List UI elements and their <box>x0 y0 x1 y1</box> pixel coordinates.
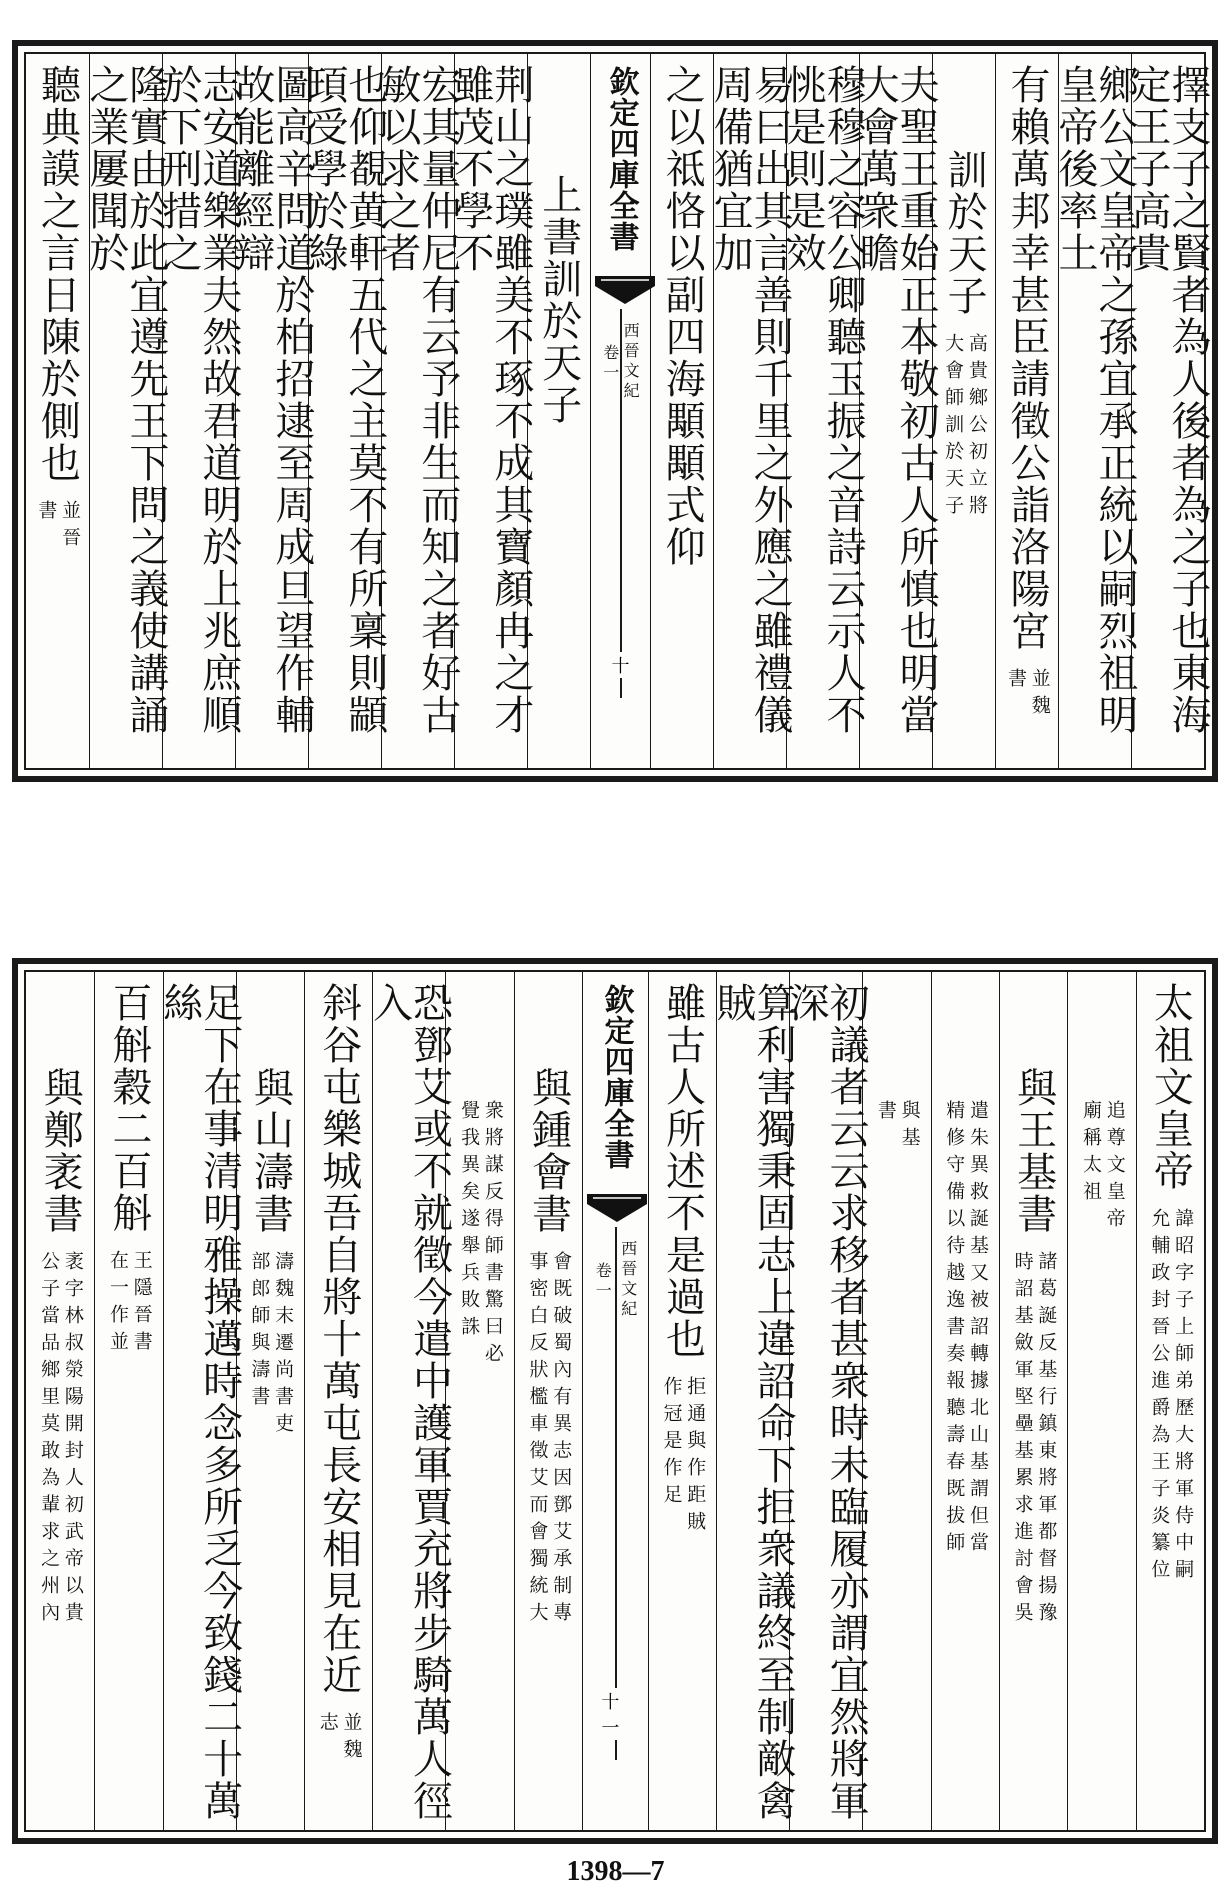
bottom_page-text-column-left-8 <box>26 972 94 1830</box>
top-page-columns <box>24 52 1211 770</box>
top_page-text-column-left-5 <box>228 54 315 768</box>
top_page-text-column-right-2 <box>1052 54 1138 768</box>
top_page-text-column-left-2 <box>447 54 534 768</box>
top-page <box>12 40 1218 782</box>
top_page-text-column-right-7 <box>707 54 794 768</box>
bottom_page-text-column-right-3 <box>999 972 1067 1830</box>
section-heading: 與鄭袤書 <box>37 1067 84 1235</box>
bottom_page-text-column-right-6 <box>783 972 870 1830</box>
fish-tail-mark-icon <box>587 1194 647 1222</box>
bottom_page-text-column-right-5 <box>862 972 930 1830</box>
annotation-note: 會既破蜀內有異志因鄧艾承制專 <box>550 1251 573 1629</box>
center-gutter <box>582 972 648 1830</box>
bottom-page-columns <box>24 970 1206 1832</box>
main-text: 也仰覩黄軒五代之主莫不有所稟則顓頊受學於綠 <box>301 64 388 736</box>
center-gutter <box>590 54 650 768</box>
gutter-page-number: 十 <box>609 652 631 678</box>
bottom_page-text-column-left-1 <box>514 972 582 1830</box>
annotation-note: 部郎師與濤書 <box>248 1251 271 1413</box>
bottom_page-text-column-right-4 <box>931 972 999 1830</box>
top_page-text-column-left-8 <box>26 54 89 768</box>
bottom_page-text-column-left-6 <box>156 972 243 1830</box>
page-number-footer: 1398—7 <box>566 1856 665 1887</box>
main-text: 有賴萬邦幸甚臣請徵公詣洛陽宮 <box>1004 64 1051 652</box>
main-text: 志安道樂業夫然故君道明於上兆庶順於下刑措之 <box>155 64 242 736</box>
annotation-note: 事密白反狀檻車徵艾而會獨統大 <box>526 1251 549 1629</box>
gutter-page-number: 十一 <box>599 1688 631 1740</box>
annotation-note: 允輔政封晉公進爵為王子炎纂位 <box>1148 1208 1171 1586</box>
bottom-page <box>12 958 1218 1844</box>
annotation-note: 高貴鄉公初立將 <box>965 333 988 522</box>
annotation-note: 精修守備以待越逸書奏報聽壽春既拔師 <box>943 1100 966 1559</box>
top_page-text-column-right-5 <box>853 54 940 768</box>
main-text: 擇支子之賢者為人後者為之子也東海定王子高貴 <box>1125 64 1211 736</box>
annotation-note: 廟稱太祖 <box>1079 1100 1102 1208</box>
main-text: 圖高辛問道於柏招逮至周成旦望作輔故能離經辯 <box>228 64 315 736</box>
section-heading: 上書訓於天子 <box>535 174 582 426</box>
annotation-note: 諱昭字子上師弟歷大將軍侍中嗣 <box>1172 1208 1195 1586</box>
annotation-note: 追尊文皇帝 <box>1103 1100 1126 1235</box>
main-text: 聽典謨之言日陳於側也 <box>34 64 81 484</box>
annotation-note: 覺我異矣遂舉兵敗誅 <box>458 1100 481 1343</box>
bottom_page-text-column-left-7 <box>94 972 162 1830</box>
fish-tail-mark-icon <box>595 276 655 304</box>
main-text: 易曰出其言善則千里之外應之雖禮儀周備猶宜加 <box>707 64 794 736</box>
bottom_page-text-column-left-3 <box>366 972 453 1830</box>
bottom_page-text-column-right-2 <box>1067 972 1135 1830</box>
gutter-title: 欽定四庫全書 <box>603 66 639 252</box>
bottom_page-text-column-right-7 <box>710 972 797 1830</box>
gutter-book-title: 西晉文紀 <box>618 1240 638 1320</box>
main-text: 太祖文皇帝 <box>1147 982 1194 1192</box>
main-text: 鄉公文皇帝之孫宜承正統以嗣烈祖明皇帝後率土 <box>1052 64 1138 736</box>
top_page-text-column-right-8 <box>650 54 713 768</box>
annotation-note: 濤魏末遷尚書吏 <box>272 1251 295 1440</box>
gutter-title: 欽定四庫全書 <box>598 984 634 1170</box>
bottom_page-text-column-right-8 <box>648 972 716 1830</box>
bottom_page-text-column-left-5 <box>236 972 304 1830</box>
bottom_page-text-column-left-2 <box>445 972 513 1830</box>
annotation-note: 遣朱異救誕基又被詔轉據北山基謂但當 <box>966 1100 989 1559</box>
main-text: 算利害獨秉固志上違詔命下拒衆議終至制敵禽賊 <box>710 982 797 1822</box>
main-text: 斜谷屯樂城吾自將十萬屯長安相見在近 <box>315 982 362 1696</box>
top_page-text-column-left-3 <box>374 54 461 768</box>
main-text: 荆山之璞雖美不琢不成其寶顏冉之才雖茂不學不 <box>447 64 534 736</box>
gutter-volume: 卷一 <box>600 344 620 384</box>
gutter-volume: 卷一 <box>593 1262 613 1302</box>
annotation-note: 書 <box>35 500 58 527</box>
section-heading: 與鍾會書 <box>525 1067 572 1235</box>
annotation-note: 書 <box>874 1100 897 1127</box>
top_page-text-column-right-3 <box>995 54 1058 768</box>
top_page-text-column-left-6 <box>155 54 242 768</box>
annotation-note: 公子當品鄉里莫敢為輩求之州內 <box>38 1251 61 1629</box>
annotation-note: 書 <box>1005 668 1028 695</box>
annotation-note: 諸葛誕反基行鎮東將軍都督揚豫 <box>1035 1251 1058 1629</box>
annotation-note: 拒通與作距賊 <box>684 1376 707 1538</box>
top_page-text-column-right-1 <box>1125 54 1211 768</box>
annotation-note: 作冠是作足 <box>660 1376 683 1511</box>
annotation-note: 志 <box>316 1712 339 1739</box>
annotation-note: 衆將謀反得師書驚曰必 <box>481 1100 504 1370</box>
main-text: 之以祗恪以副四海顒顒式仰 <box>659 64 706 568</box>
bottom_page-text-column-left-4 <box>304 972 372 1830</box>
top_page-text-column-left-7 <box>82 54 169 768</box>
main-text: 雖古人所述不是過也 <box>659 982 706 1360</box>
annotation-note: 時詔基斂軍堅壘基累求進討會吳 <box>1011 1251 1034 1629</box>
main-text: 恐鄧艾或不就徵今遣中護軍賈充將步騎萬人徑入 <box>366 982 453 1822</box>
annotation-note: 大會師訓於天子 <box>942 333 965 522</box>
annotation-note: 王隱晉書 <box>130 1250 153 1358</box>
bottom_page-text-column-right-1 <box>1136 972 1204 1830</box>
main-text: 夫聖王重始正本敬初古人所慎也明當大會萬衆瞻 <box>853 64 940 736</box>
annotation-note: 袤字林叔滎陽開封人初武帝以貴 <box>61 1251 84 1629</box>
top_page-text-column-right-6 <box>780 54 867 768</box>
section-heading: 與山濤書 <box>247 1067 294 1235</box>
annotation-note: 並魏 <box>1028 668 1051 722</box>
annotation-note: 在一作並 <box>107 1250 129 1358</box>
annotation-note: 並魏 <box>340 1712 363 1766</box>
main-text: 隆實由於此宜遵先王下問之義使講誦之業屢聞於 <box>82 64 169 736</box>
main-text: 百斛穀二百斛 <box>106 982 152 1234</box>
annotation-note: 並晉 <box>59 500 82 554</box>
top_page-text-column-left-4 <box>301 54 388 768</box>
top_page-text-column-left-1 <box>527 54 590 768</box>
main-text: 宏其量仲尼有云予非生而知之者好古敏以求之者 <box>374 64 461 736</box>
section-heading: 訓於天子 <box>941 149 988 317</box>
top_page-text-column-right-4 <box>932 54 995 768</box>
main-text: 初議者云云求移者甚衆時未臨履亦謂宜然將軍深 <box>783 982 870 1822</box>
main-text: 穆穆之容公卿聽玉振之音詩云示人不恌是則是效 <box>780 64 867 736</box>
main-text: 足下在事清明雅操邁時念多所乏今致錢二十萬絲 <box>156 982 243 1822</box>
section-heading: 與王基書 <box>1010 1067 1057 1235</box>
gutter-book-title: 西晉文紀 <box>621 322 641 402</box>
annotation-note: 與基 <box>898 1100 921 1154</box>
